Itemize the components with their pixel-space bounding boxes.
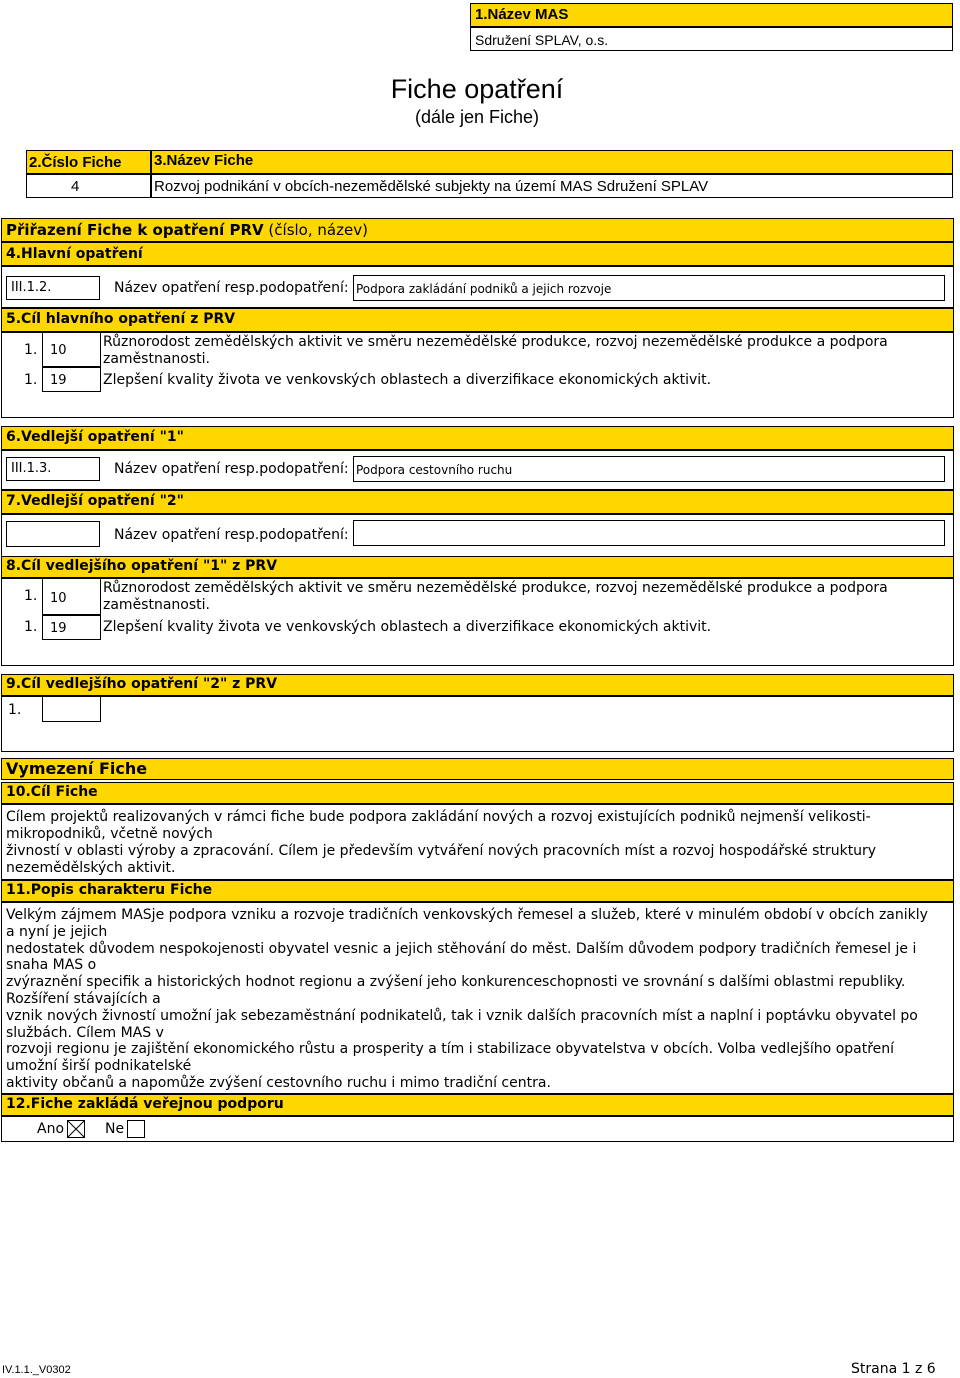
- description-line: snaha MAS o: [6, 957, 97, 974]
- goal-line: živností v oblasti výroby a zpracování. Cílem je především vytváření nových pracovních míst a rozvoj hospodářské struktury: [6, 843, 877, 859]
- side1-name-label: Název opatření resp.podopatření:: [114, 461, 349, 477]
- side1-goal-2-text: Zlepšení kvality života ve venkovských oblastech a diverzifikace ekonomických aktivit.: [103, 619, 712, 635]
- footer-code: IV.1.1._V0302: [2, 1364, 71, 1376]
- main-goal-2-text: Zlepšení kvality života ve venkovských oblastech a diverzifikace ekonomických aktivit.: [103, 372, 712, 388]
- main-goal-label: 5.Cíl hlavního opatření z PRV: [1, 308, 954, 332]
- support-yes-checkbox[interactable]: [67, 1120, 85, 1138]
- side2-label: 7.Vedlejší opatření "2": [1, 490, 954, 514]
- side2-goal-num: 1.: [8, 702, 22, 718]
- page-number: Strana 1 z 6: [851, 1361, 936, 1377]
- main-goal-2-num: 1.: [24, 372, 38, 388]
- description-line: nedostatek důvodem nespokojenosti obyvatel vesnic a jejich stěhování do měst. Dalším důvodem podpory tradičních řemesel je i: [6, 940, 917, 957]
- side1-goal-1-code: 10: [42, 578, 101, 615]
- main-goal-1-text-cont: zaměstnanosti.: [103, 351, 210, 367]
- side1-goal-1-text: Různorodost zemědělských aktivit ve směru nezemědělské produkce, rozvoj nezemědělské produkce a podpora: [103, 580, 888, 596]
- side1-name: Podpora cestovního ruchu: [353, 456, 945, 482]
- fiche-name: Rozvoj podnikání v obcích-nezemědělské subjekty na území MAS Sdružení SPLAV: [151, 174, 953, 198]
- fiche-number-label: 2.Číslo Fiche: [26, 150, 151, 174]
- side2-name: [353, 520, 945, 546]
- description-line: a nyní je jejich: [6, 923, 108, 940]
- support-yes-label: Ano: [37, 1121, 65, 1137]
- goal-label: 10.Cíl Fiche: [1, 782, 954, 804]
- support-no-checkbox[interactable]: [127, 1120, 145, 1138]
- goal-line: Cílem projektů realizovaných v rámci fiche bude podpora zakládání nových a rozvoj existujících podniků nejmenší velikosti-: [6, 809, 871, 825]
- description-line: umožní širší podnikatelské: [6, 1058, 192, 1075]
- side1-goal-1-text-cont: zaměstnanosti.: [103, 597, 210, 613]
- description-label: 11.Popis charakteru Fiche: [1, 880, 954, 902]
- main-measure-code: III.1.2.: [6, 276, 100, 300]
- main-measure-label: 4.Hlavní opatření: [1, 242, 954, 266]
- side2-goal-label: 9.Cíl vedlejšího opatření "2" z PRV: [1, 674, 954, 696]
- side1-label: 6.Vedlejší opatření "1": [1, 426, 954, 450]
- support-label: 12.Fiche zakládá veřejnou podporu: [1, 1094, 954, 1116]
- goal-text: [1, 804, 954, 880]
- side2-goal-code: [42, 696, 101, 722]
- side1-goal-2-code: 19: [42, 615, 101, 640]
- description-line: zvýraznění specifik a historických hodnot regionu a zvýšení jeho konkurenceschopnosti ve srovnání s dalšími oblastmi republiky.: [6, 974, 906, 991]
- main-goal-1-code: 10: [42, 332, 101, 367]
- page-subtitle: (dále jen Fiche): [414, 107, 540, 127]
- side1-code: III.1.3.: [6, 457, 100, 481]
- side2-goal-table: [1, 696, 954, 752]
- description-line: aktivity občanů a napomůže zvýšení cestovního ruchu i mimo tradiční centra.: [6, 1074, 551, 1091]
- description-line: službách. Cílem MAS v: [6, 1024, 164, 1041]
- fiche-number: 4: [26, 174, 151, 198]
- fiche-name-label: 3.Název Fiche: [151, 150, 953, 174]
- definition-title: Vymezení Fiche: [1, 758, 954, 780]
- description-line: vznik nových živností umožní jak sebezaměstnání podnikatelů, tak i vznik dalších pracovních míst a naplní i poptávku obyvatel po: [6, 1007, 918, 1024]
- assignment-title: Přiřazení Fiche k opatření PRV: [6, 221, 264, 239]
- support-no-label: Ne: [105, 1121, 125, 1137]
- description-line: rozvoji regionu je zajištění ekonomického růstu a prosperity a tím i stabilizace obyvatelstva v obcích. Volba vedlejšího opatření: [6, 1041, 895, 1058]
- side1-goal-2-num: 1.: [24, 619, 38, 635]
- main-goal-1-text: Různorodost zemědělských aktivit ve směru nezemědělské produkce, rozvoj nezemědělské produkce a podpora: [103, 334, 888, 350]
- checked-icon: [68, 1121, 84, 1137]
- page-title: Fiche opatření: [390, 74, 564, 104]
- side2-code: [6, 521, 100, 547]
- mas-label: 1.Název MAS: [470, 3, 953, 27]
- main-goal-1-num: 1.: [24, 342, 38, 358]
- main-measure-name: Podpora zakládání podniků a jejich rozvoje: [353, 275, 945, 301]
- main-goal-2-code: 19: [42, 367, 101, 392]
- assignment-header: [1, 218, 954, 242]
- description-line: Velkým zájmem MASje podpora vzniku a rozvoje tradičních venkovských řemesel a služeb, které v minulém období v obcích zanikly: [6, 907, 928, 923]
- side2-name-label: Název opatření resp.podopatření:: [114, 527, 349, 543]
- assignment-subtitle: (číslo, název): [263, 221, 368, 239]
- main-measure-name-label: Název opatření resp.podopatření:: [114, 280, 349, 296]
- side1-goal-label: 8.Cíl vedlejšího opatření "1" z PRV: [1, 556, 954, 578]
- description-text: [1, 902, 954, 1094]
- goal-line: mikropodniků, včetně nových: [6, 826, 213, 842]
- mas-value: Sdružení SPLAV, o.s.: [470, 27, 953, 51]
- description-line: Rozšíření stávajících a: [6, 990, 161, 1007]
- goal-line: nezemědělských aktivit.: [6, 860, 176, 876]
- side1-goal-1-num: 1.: [24, 588, 38, 604]
